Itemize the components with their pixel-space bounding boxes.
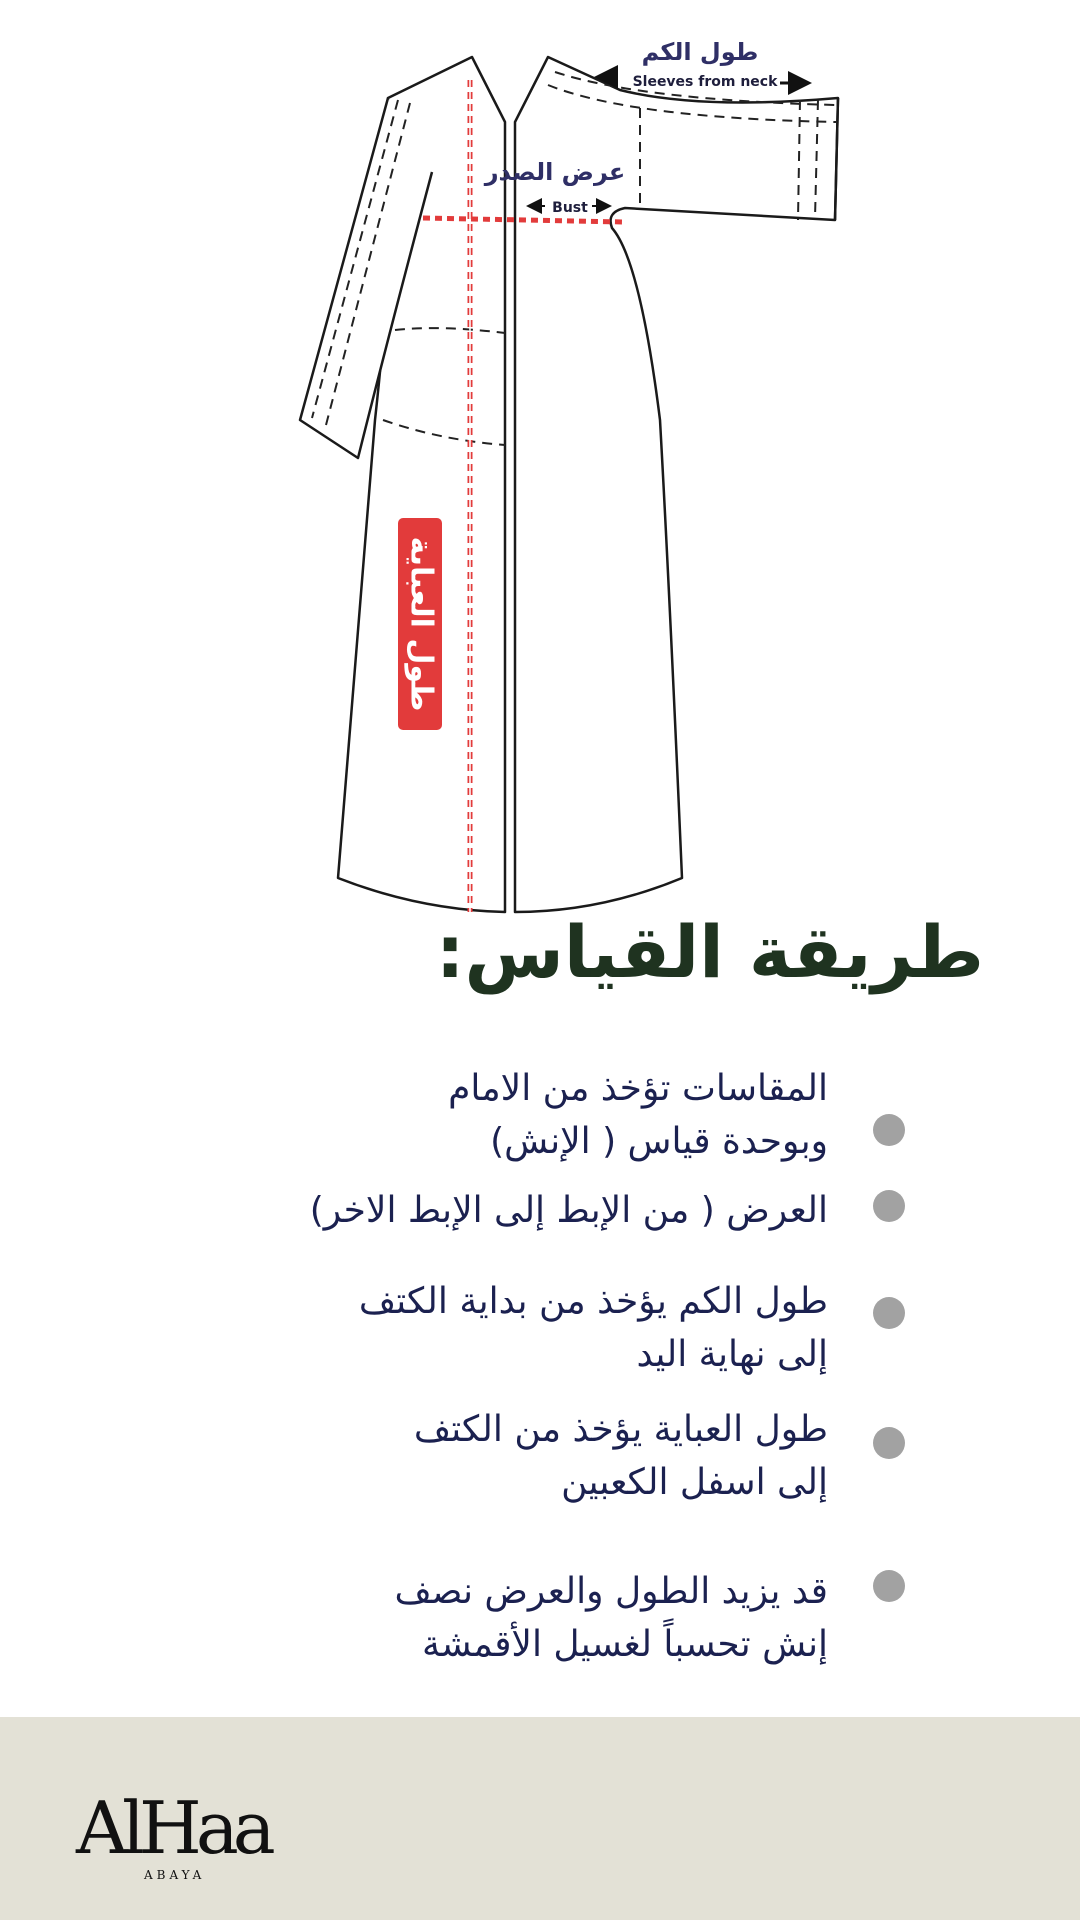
bullet-dot — [873, 1570, 905, 1602]
bust-label-ar: عرض الصدر — [484, 158, 626, 186]
bust-label-en: Bust — [552, 200, 588, 216]
list-item-line: إلى اسفل الكعبين — [561, 1462, 828, 1503]
bullet-dot — [873, 1190, 905, 1222]
bullet-dot — [873, 1297, 905, 1329]
list-item-line: إنش تحسباً لغسيل الأقمشة — [421, 1624, 828, 1665]
measurement-diagram — [0, 0, 1080, 930]
list-item-line: قد يزيد الطول والعرض نصف — [394, 1571, 828, 1612]
list-item-line: المقاسات تؤخذ من الامام — [448, 1068, 828, 1109]
sleeve-label-en: Sleeves from neck — [632, 74, 778, 90]
sleeve-label-ar: طول الكم — [641, 38, 759, 66]
list-item — [448, 1062, 828, 1168]
list-item-line: طول العباية يؤخذ من الكتف — [413, 1409, 828, 1450]
list-item-line: وبوحدة قياس ( الإنش) — [490, 1121, 828, 1162]
list-item — [394, 1565, 828, 1671]
list-item-line: إلى نهاية اليد — [636, 1334, 828, 1375]
length-label-ar: طول العباية — [403, 536, 439, 712]
list-item — [359, 1275, 828, 1381]
list-item-line: العرض ( من الإبط إلى الإبط الاخر) — [309, 1190, 828, 1231]
list-item-line: طول الكم يؤخذ من بداية الكتف — [358, 1281, 828, 1322]
list-item — [310, 1184, 828, 1237]
logo-text: AlHaa — [76, 1786, 270, 1870]
page-title: طريقة القياس: — [435, 910, 984, 994]
bullet-dot — [873, 1427, 905, 1459]
brand-logo — [76, 1786, 276, 1886]
bullet-dot — [873, 1114, 905, 1146]
logo-subtext: ABAYA — [144, 1868, 206, 1882]
list-item — [414, 1403, 828, 1509]
